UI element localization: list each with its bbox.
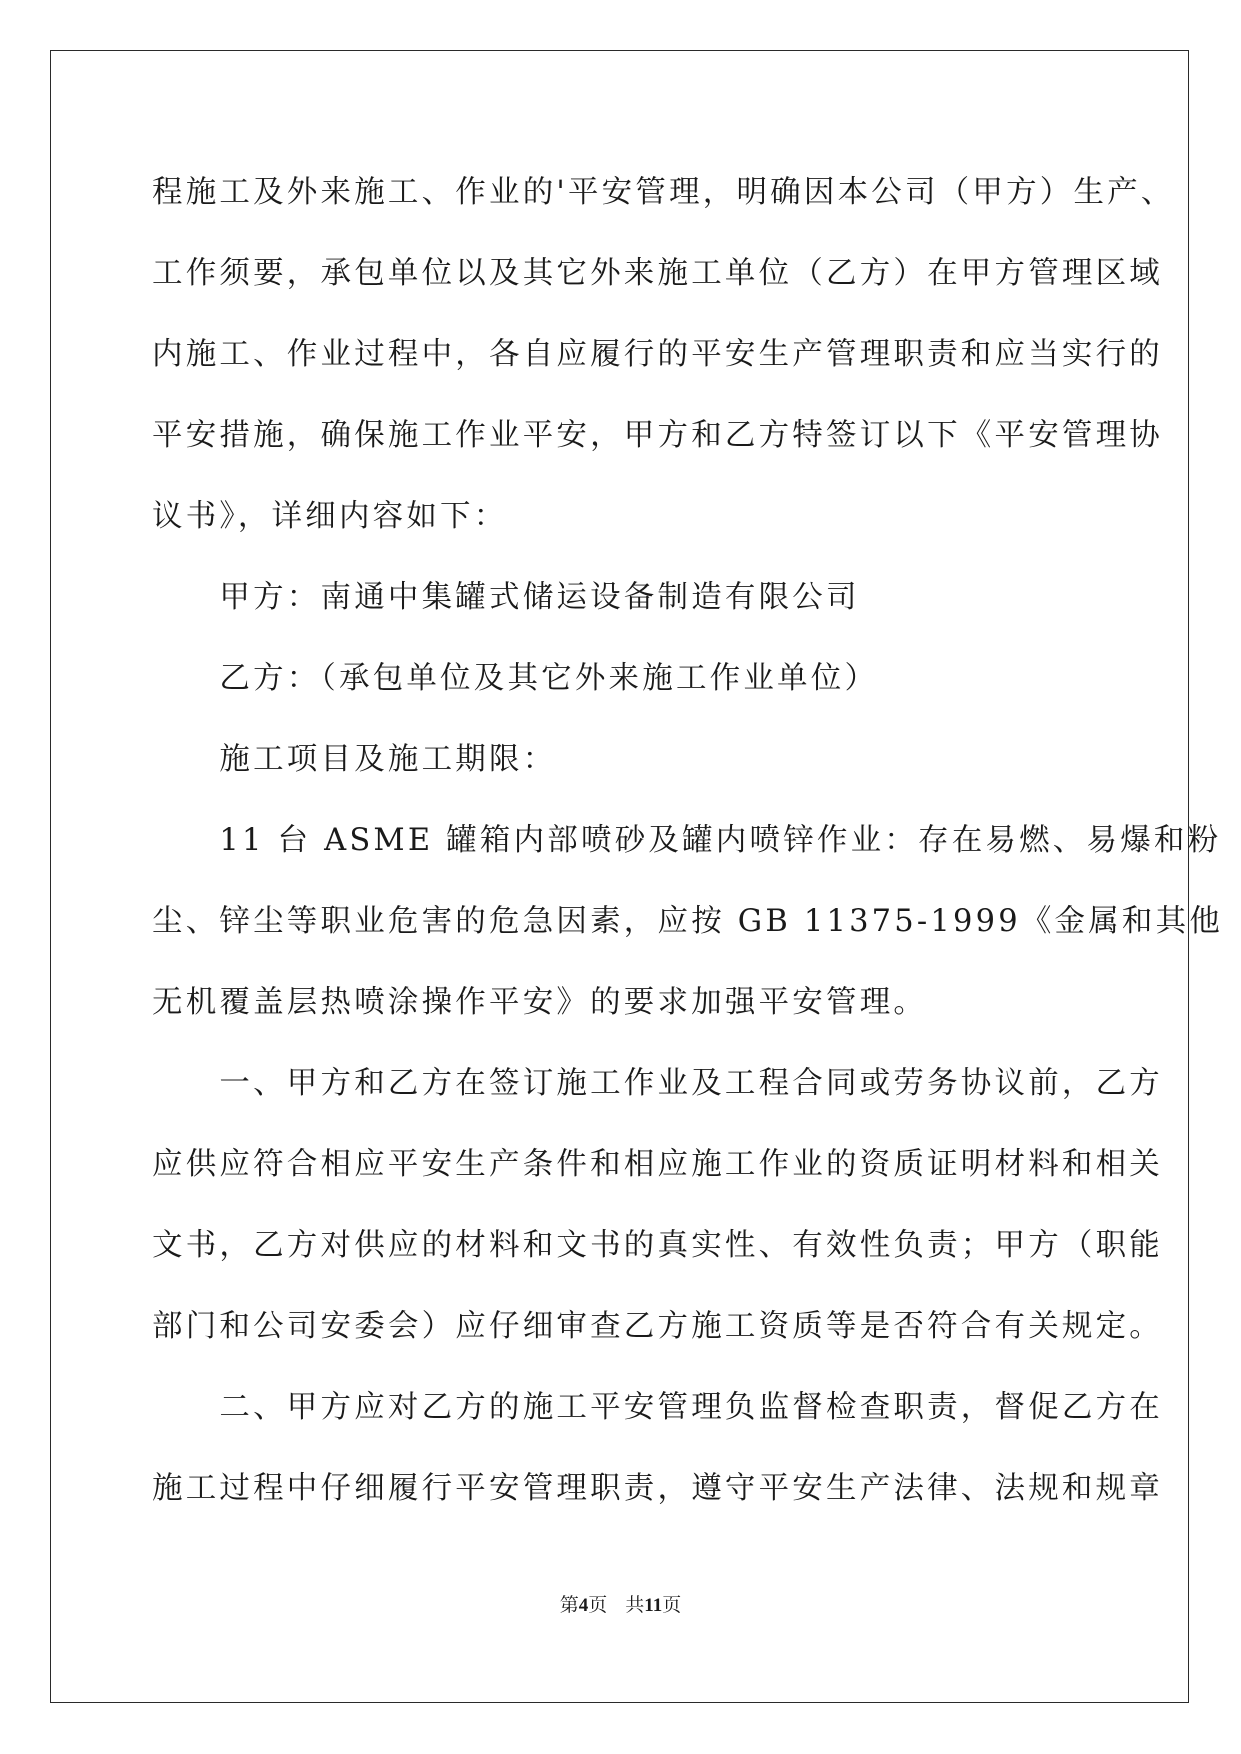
text-line: 内施工、作业过程中，各自应履行的平安生产管理职责和应当实行的 xyxy=(152,337,1163,372)
text-line: 无机覆盖层热喷涂操作平安》的要求加强平安管理。 xyxy=(152,985,928,1020)
text-line: 部门和公司安委会）应仔细审查乙方施工资质等是否符合有关规定。 xyxy=(152,1309,1163,1344)
clause-one-line: 一、甲方和乙方在签订施工作业及工程合同或劳务协议前，乙方 xyxy=(152,1066,1163,1101)
party-a-line: 甲方：南通中集罐式储运设备制造有限公司 xyxy=(152,580,860,615)
text-line: 工作须要，承包单位以及其它外来施工单位（乙方）在甲方管理区域 xyxy=(152,256,1163,291)
total-page-count: 11 xyxy=(644,1595,663,1616)
page-footer xyxy=(0,1590,1241,1617)
text-line: 议书》，详细内容如下： xyxy=(152,499,508,534)
footer-prefix: 第 xyxy=(559,1595,579,1616)
text-line: 尘、锌尘等职业危害的危急因素，应按 GB 11375-1999《金属和其他 xyxy=(152,904,1224,939)
clause-two-line: 二、甲方应对乙方的施工平安管理负监督检查职责，督促乙方在 xyxy=(152,1390,1163,1425)
footer-total-prefix: 共 xyxy=(625,1595,645,1616)
text-line: 施工过程中仔细履行平安管理职责，遵守平安生产法律、法规和规章 xyxy=(152,1471,1163,1506)
text-line: 程施工及外来施工、作业的'平安管理，明确因本公司（甲方）生产、 xyxy=(152,175,1175,210)
party-b-line: 乙方：（承包单位及其它外来施工作业单位） xyxy=(152,661,879,696)
text-line: 平安措施，确保施工作业平安，甲方和乙方特签订以下《平安管理协 xyxy=(152,418,1163,453)
footer-page-suffix: 页 xyxy=(588,1595,608,1616)
text-line: 11 台 ASME 罐箱内部喷砂及罐内喷锌作业：存在易燃、易爆和粉 xyxy=(152,823,1222,858)
document-body xyxy=(152,152,1224,1529)
footer-total-suffix: 页 xyxy=(662,1595,682,1616)
text-line: 应供应符合相应平安生产条件和相应施工作业的资质证明材料和相关 xyxy=(152,1147,1163,1182)
current-page-number: 4 xyxy=(578,1595,589,1616)
text-line: 文书，乙方对供应的材料和文书的真实性、有效性负责；甲方（职能 xyxy=(152,1228,1163,1263)
project-heading: 施工项目及施工期限： xyxy=(152,742,557,777)
